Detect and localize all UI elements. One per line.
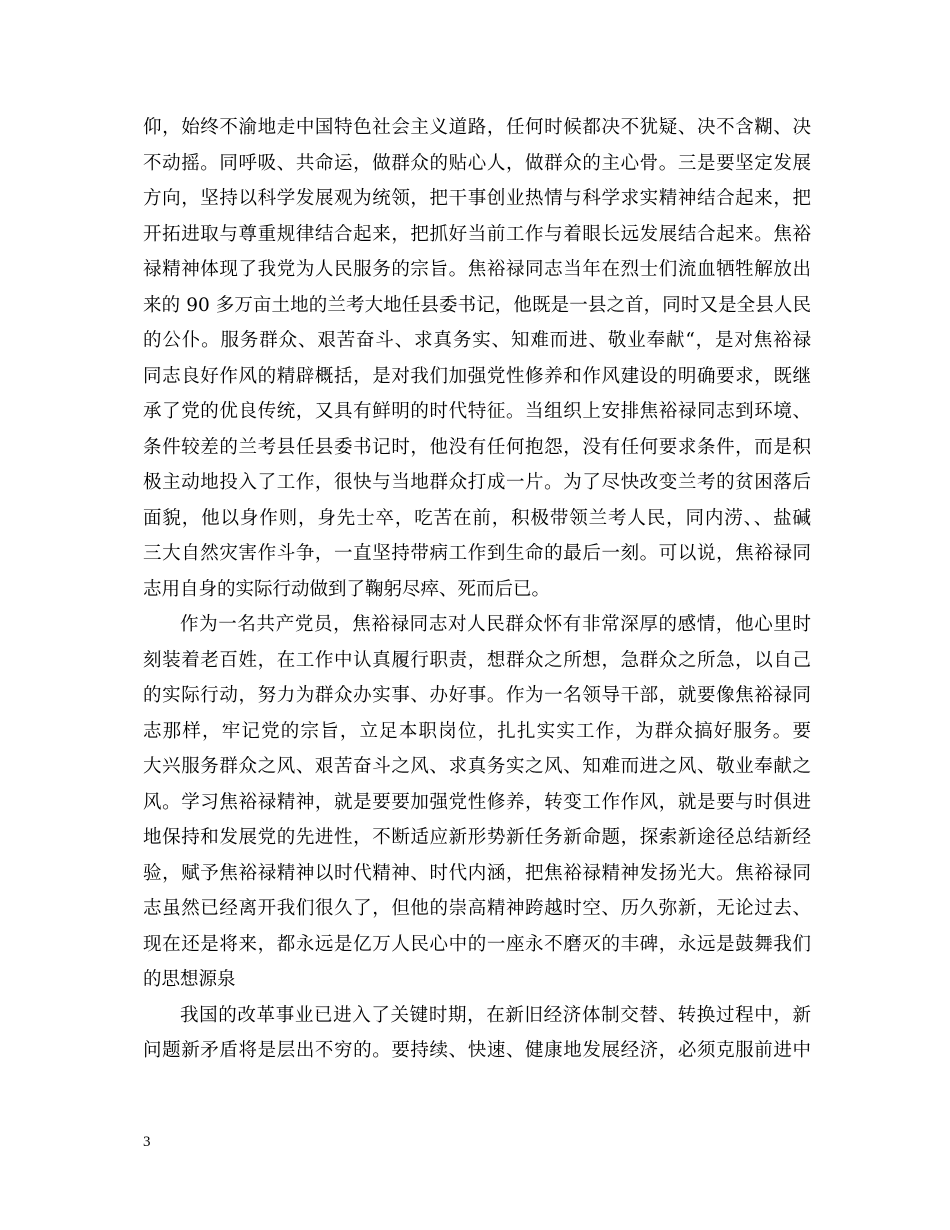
text-line: 同志良好作风的精辟概括，是对我们加强党性修养和作风建设的明确要求，既继 (143, 365, 811, 387)
text-line: 我国的改革事业已进入了关键时期，在新旧经济体制交替、转换过程中，新 (180, 1004, 811, 1026)
text-line: 验，赋予焦裕禄精神以时代精神、时代内涵，把焦裕禄精神发扬光大。焦裕禄同 (143, 862, 811, 884)
text-line: 的公仆。服务群众、艰苦奋斗、求真务实、知难而进、敬业奉献“，是对焦裕禄 (143, 330, 811, 351)
text-line: 面貌，他以身作则，身先士卒，吃苦在前，积极带领兰考人民，同内涝、、盐碱 (143, 507, 811, 529)
text-line: 条件较差的兰考县任县委书记时，他没有任何抱怨，没有任何要求条件，而是积 (143, 436, 811, 458)
text-line: 志那样，牢记党的宗旨，立足本职岗位，扎扎实实工作，为群众搞好服务。要 (143, 720, 811, 742)
paragraph-1 (143, 110, 811, 607)
text-line: 仰，始终不渝地走中国特色社会主义道路，任何时候都决不犹疑、决不含糊、决 (143, 117, 811, 138)
text-line: 的实际行动，努力为群众办实事、办好事。作为一名领导干部，就要像焦裕禄同 (143, 685, 811, 706)
body-text (143, 110, 811, 1069)
text-line: 禄精神体现了我党为人民服务的宗旨。焦裕禄同志当年在烈士们流血牺牲解放出 (143, 259, 811, 280)
text-line: 三大自然灾害作斗争，一直坚持带病工作到生命的最后一刻。可以说，焦裕禄同 (143, 543, 811, 564)
text-line: 问题新矛盾将是层出不穷的。要持续、快速、健康地发展经济，必须克服前进中 (143, 1040, 811, 1061)
text-line: 志用自身的实际行动做到了鞠躬尽瘁、死而后已。 (143, 578, 551, 600)
page-number: 3 (143, 1134, 151, 1150)
text-line: 作为一名共产党员，焦裕禄同志对人民群众怀有非常深厚的感情，他心里时 (180, 614, 811, 635)
text-line: 现在还是将来，都永远是亿万人民心中的一座永不磨灭的丰碑，永远是鼓舞我们 (143, 933, 811, 955)
text-line: 承了党的优良传统，又具有鲜明的时代特征。当组织上安排焦裕禄同志到环境、 (143, 401, 811, 422)
text-line: 刻装着老百姓，在工作中认真履行职责，想群众之所想，急群众之所急，以自己 (143, 649, 811, 671)
text-line: 不动摇。同呼吸、共命运，做群众的贴心人，做群众的主心骨。三是要坚定发展 (143, 152, 811, 174)
text-line: 来的 90 多万亩土地的兰考大地任县委书记，他既是一县之首，同时又是全县人民 (143, 294, 811, 316)
text-line: 大兴服务群众之风、艰苦奋斗之风、求真务实之风、知难而进之风、敬业奉献之 (143, 756, 811, 777)
text-line: 风。学习焦裕禄精神，就是要要加强党性修养，转变工作作风，就是要与时俱进 (143, 791, 811, 813)
paragraph-3 (143, 998, 811, 1069)
paragraph-2 (143, 607, 811, 998)
text-line: 志虽然已经离开我们很久了，但他的崇高精神跨越时空、历久弥新，无论过去、 (143, 898, 811, 919)
text-line: 的思想源泉 (143, 969, 236, 990)
text-line: 开拓进取与尊重规律结合起来，把抓好当前工作与着眼长远发展结合起来。焦裕 (143, 223, 811, 245)
text-line: 地保持和发展党的先进性，不断适应新形势新任务新命题，探索新途径总结新经 (143, 827, 811, 848)
text-line: 极主动地投入了工作，很快与当地群众打成一片。为了尽快改变兰考的贫困落后 (143, 472, 811, 493)
text-line: 方向，坚持以科学发展观为统领，把干事创业热情与科学求实精神结合起来，把 (143, 188, 811, 209)
